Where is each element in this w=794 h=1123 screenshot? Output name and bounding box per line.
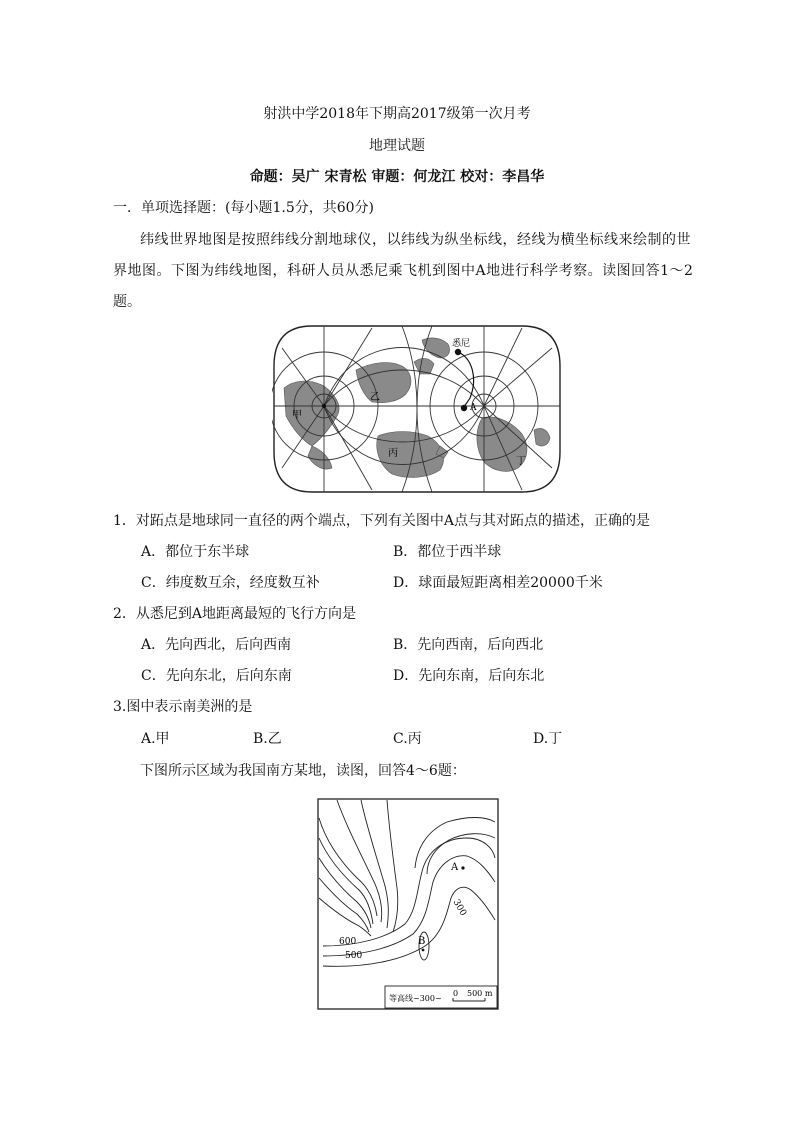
school-title: 射洪中学2018年下期高2017级第一次月考 xyxy=(263,106,531,122)
question-2-option-a: A．先向西北，后向西南 xyxy=(141,637,292,653)
question-1-option-b: B．都位于西半球 xyxy=(393,544,502,560)
latitude-world-map xyxy=(272,318,562,500)
question-2-option-d: D．先向东南，后向东北 xyxy=(393,668,545,684)
question-1-option-c: C．纬度数互余，经度数互补 xyxy=(141,575,320,591)
legend-contour-label: 等高线~300~ xyxy=(389,994,442,1003)
question-3-option-a: A.甲 xyxy=(141,731,170,747)
question-3-stem: 3.图中表示南美洲的是 xyxy=(113,699,253,715)
legend-scale-value: 500 m xyxy=(467,989,493,998)
sydney-point xyxy=(455,349,461,355)
left-pole-marker xyxy=(322,404,326,408)
label-jia: 甲 xyxy=(292,410,302,421)
question-2-option-c: C．先向东北，后向东南 xyxy=(141,668,292,684)
question-2-option-b: B．先向西南，后向西北 xyxy=(393,637,544,653)
label-ding: 丁 xyxy=(516,456,526,467)
label-bing: 丙 xyxy=(388,448,398,459)
intro-line-1: 纬线世界地图是按照纬线分割地球仪，以纬线为纵坐标线，经线为横坐标线来绘制的世 xyxy=(140,232,691,248)
contour-map xyxy=(317,798,499,1010)
contour-label-b: B xyxy=(418,936,426,947)
legend-scale-zero: 0 xyxy=(453,989,459,998)
question-3-option-b: B.乙 xyxy=(253,731,282,747)
question-1-option-a: A．都位于东半球 xyxy=(141,544,250,560)
contour-label-600: 600 xyxy=(339,937,357,947)
contour-label-300: 300 xyxy=(450,898,468,918)
contour-label-a: A xyxy=(451,862,459,873)
question-1-option-d: D．球面最短距离相差20000千米 xyxy=(393,575,603,591)
contour-map-border xyxy=(318,799,498,1009)
label-point-a: A xyxy=(470,403,477,413)
question-2-stem: 2．从悉尼到A地距离最短的飞行方向是 xyxy=(113,606,357,622)
contour-label-500: 500 xyxy=(345,951,363,961)
questions-4-6-intro: 下图所示区域为我国南方某地，读图，回答4～6题： xyxy=(140,763,466,779)
section-heading: 一．单项选择题：(每小题1.5分，共60分) xyxy=(113,200,375,216)
point-a-marker xyxy=(461,405,467,411)
label-sydney: 悉尼 xyxy=(452,339,471,349)
point-b-dot xyxy=(422,949,425,952)
intro-line-2: 界地图。下图为纬线地图，科研人员从悉尼乘飞机到图中A地进行科学考察。读图回答1～2 xyxy=(113,263,694,279)
question-3-option-d: D.丁 xyxy=(533,731,563,747)
subject-title: 地理试题 xyxy=(369,138,425,154)
point-a-dot xyxy=(461,866,464,869)
exam-credits: 命题：吴广 宋青松 审题：何龙江 校对：李昌华 xyxy=(249,169,545,185)
question-1-stem: 1．对跖点是地球同一直径的两个端点，下列有关图中A点与其对跖点的描述，正确的是 xyxy=(113,513,651,529)
intro-line-3: 题。 xyxy=(113,294,141,310)
flight-route xyxy=(458,352,474,409)
question-3-option-c: C.丙 xyxy=(393,731,422,747)
label-yi: 乙 xyxy=(370,392,380,403)
